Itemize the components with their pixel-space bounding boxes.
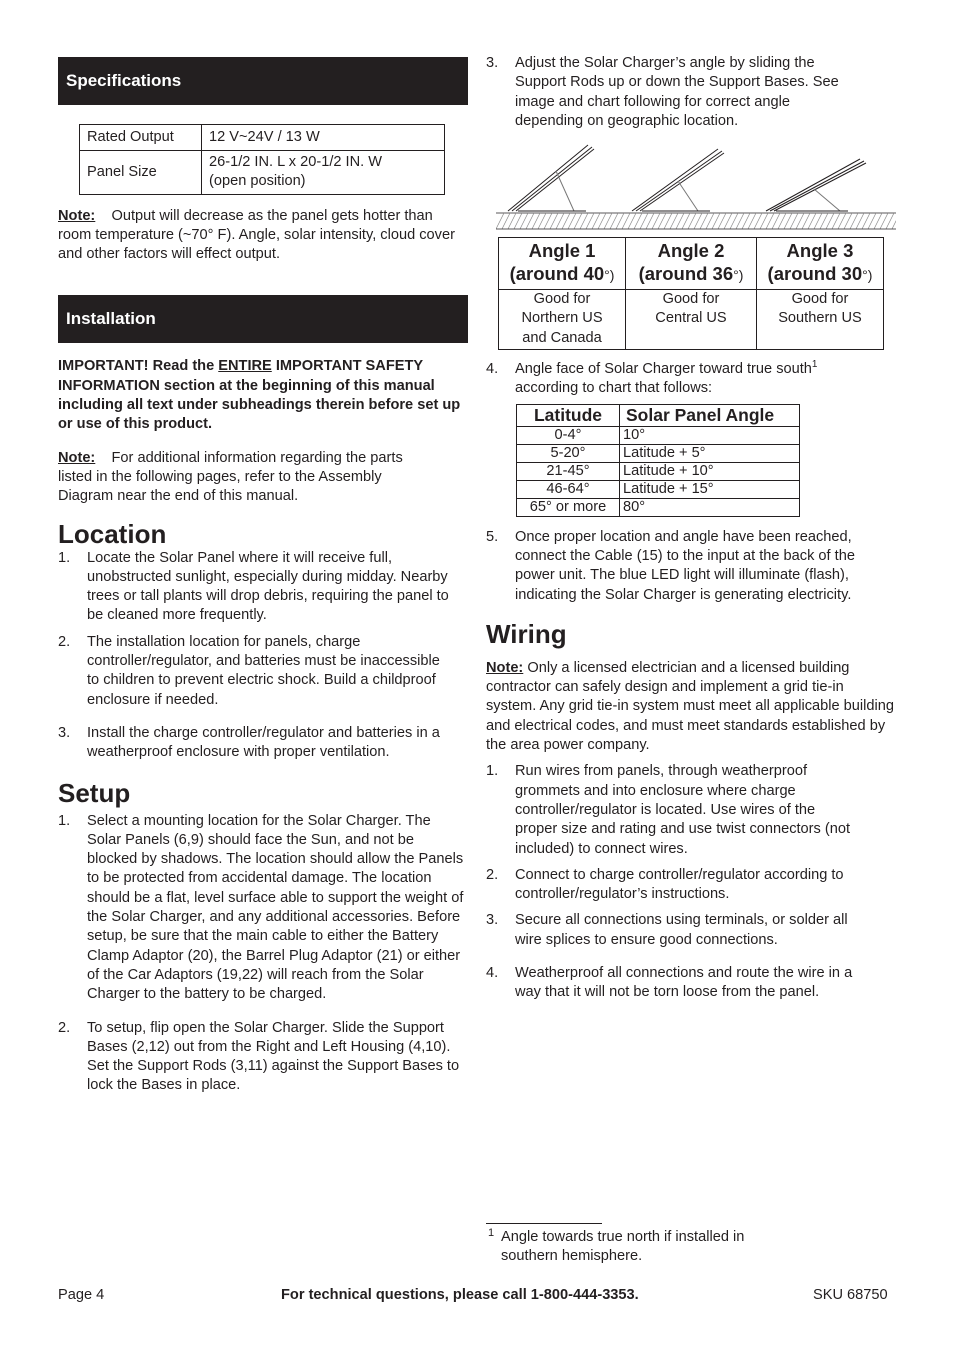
step-4-list <box>486 360 896 399</box>
table-row <box>517 426 800 444</box>
list-text: Secure all connections using terminals, or solder all wire splices to ensure good connections. <box>515 912 848 948</box>
list-number: 3. <box>486 55 499 71</box>
list-text: Run wires from panels, through weatherproof grommets and into enclosure where charge controller/regulator is located. Use wires of the proper size and rating and use twist connectors (not included) to connect wires. <box>515 763 851 857</box>
ground-hatch-line <box>604 213 612 229</box>
table-row <box>517 498 800 516</box>
ground-hatch-line <box>574 213 582 229</box>
table-row <box>80 151 445 195</box>
specifications-title: Specifications <box>66 71 182 90</box>
spec-label: Rated Output <box>80 125 202 151</box>
footnote <box>486 1228 766 1267</box>
footnote-number: 1 <box>488 1227 495 1239</box>
ground-hatch-line <box>496 213 504 229</box>
latitude-cell: 21-45° <box>517 462 620 480</box>
list-text: Adjust the Solar Charger’s angle by sliding the Support Rods up or down the Support Bases. See image and chart following for correct angle depending on geographic location. <box>515 55 839 129</box>
list-item <box>486 964 856 1003</box>
ground-hatch-line <box>508 213 516 229</box>
spec-value <box>202 151 445 195</box>
ground-hatch-lines <box>496 213 896 229</box>
list-number: 3. <box>486 912 499 929</box>
ground-hatch-line <box>532 213 540 229</box>
panel-angle-3 <box>766 159 866 211</box>
list-text: The installation location for panels, charge controller/regulator, and batteries must be inaccessible to children to prevent electric shock. Build a childproof enclosure if needed. <box>87 633 440 708</box>
panel-angle-2 <box>632 149 724 211</box>
list-item <box>58 633 468 710</box>
list-text: To setup, flip open the Solar Charger. Slide the Support Bases (2,12) out from the Right and Left Housing (4,10). Set the Support Rods (3,11) against the Support Bases to lock the Bases in place. <box>87 1019 460 1094</box>
sku-number: SKU 68750 <box>813 1287 888 1303</box>
ground-hatch-line <box>652 213 660 229</box>
footnote-divider <box>486 1223 602 1224</box>
spec-value-line: 12 V~24V / 13 W <box>209 128 320 145</box>
list-item <box>58 724 468 763</box>
panel-angle-illustration <box>496 141 896 237</box>
angle-1-header <box>499 238 626 290</box>
ground-hatch-line <box>670 213 678 229</box>
angle-2-description: Good for Central US <box>626 290 757 350</box>
ground-hatch-line <box>826 213 834 229</box>
ground-hatch-line <box>700 213 708 229</box>
latitude-cell: 65° or more <box>517 498 620 516</box>
list-text: Once proper location and angle have been reached, connect the Cable (15) to the input at the back of the power unit. The blue LED light will illuminate (flash), indicating the Solar Charger is generating electricity. <box>515 528 855 603</box>
ground-hatch-line <box>808 213 816 229</box>
ground-hatch-line <box>676 213 684 229</box>
ground-hatch-line <box>874 213 882 229</box>
angle-around <box>499 262 625 287</box>
table-row <box>517 480 800 498</box>
footnote-text: Angle towards true north if installed in southern hemisphere. <box>501 1229 745 1265</box>
list-text: Weatherproof all connections and route the wire in a way that it will not be torn loose from the panel. <box>515 965 853 1001</box>
ground-hatch-line <box>850 213 858 229</box>
ground-hatch-line <box>550 213 558 229</box>
location-heading: Location <box>58 518 167 549</box>
ground-hatch-line <box>580 213 588 229</box>
ground-hatch-line <box>766 213 774 229</box>
ground-hatch-line <box>682 213 690 229</box>
ground-hatch-line <box>784 213 792 229</box>
ground-hatch-line <box>694 213 702 229</box>
ground-hatch-line <box>664 213 672 229</box>
ground-hatch-line <box>514 213 522 229</box>
angle-2-header <box>626 238 757 290</box>
ground-hatch-line <box>748 213 756 229</box>
ground-hatch-line <box>526 213 534 229</box>
ground-hatch-line <box>712 213 720 229</box>
ground-hatch-line <box>616 213 624 229</box>
list-text: Connect to charge controller/regulator according to controller/regulator’s instructions. <box>515 866 844 903</box>
footnote-reference: 1 <box>811 359 818 371</box>
note-label: Note: <box>58 449 96 466</box>
ground-hatch-line <box>814 213 822 229</box>
angle-cell: Latitude + 10° <box>620 462 800 480</box>
angle-degree-symbol: °) <box>604 267 615 284</box>
page-number: Page 4 <box>58 1287 105 1303</box>
table-row <box>517 444 800 462</box>
note-text: Only a licensed electrician and a licensed building contractor can safely design and implement a grid tie-in system. Any grid tie-in system must meet all applicable building and electrical codes, and must meet standards established by the area power company. <box>486 659 894 754</box>
ground-hatch-line <box>706 213 714 229</box>
angle-1-description: Good for Northern US and Canada <box>499 290 626 350</box>
ground-hatch-line <box>778 213 786 229</box>
list-item <box>58 812 468 1005</box>
note-text: Output will decrease as the panel gets hotter than room temperature (~70° F). Angle, solar intensity, cloud cover and other factors will effect output. <box>58 207 455 263</box>
angle-chart <box>498 237 884 350</box>
latitude-cell: 0-4° <box>517 426 620 444</box>
ground-hatch-line <box>754 213 762 229</box>
latitude-table <box>516 404 800 517</box>
ground-hatch-line <box>796 213 804 229</box>
ground-hatch-line <box>730 213 738 229</box>
angle-cell: Latitude + 5° <box>620 444 800 462</box>
ground-hatch-line <box>544 213 552 229</box>
ground-hatch-line <box>562 213 570 229</box>
specifications-table <box>79 124 445 195</box>
ground-hatch-line <box>760 213 768 229</box>
angle-3-header <box>756 238 883 290</box>
angle-name: Angle 2 <box>657 240 725 262</box>
wiring-list <box>486 762 896 1002</box>
list-number: 1. <box>58 812 71 829</box>
ground-hatch-line <box>838 213 846 229</box>
ground-hatch-line <box>520 213 528 229</box>
angle-cell: 80° <box>620 498 800 516</box>
list-item <box>486 360 826 399</box>
list-text: according to chart that follows: <box>515 380 713 397</box>
note-label: Note: <box>58 207 96 224</box>
ground-hatch-line <box>592 213 600 229</box>
angle-3-description: Good for Southern US <box>756 290 883 350</box>
ground-hatch-line <box>856 213 864 229</box>
spec-value <box>202 125 445 151</box>
table-row <box>499 290 884 350</box>
list-number: 1. <box>58 549 71 566</box>
angle-around-value: (around 30 <box>767 263 863 285</box>
list-item <box>486 911 856 950</box>
important-emphasis: ENTIRE <box>218 358 272 375</box>
ground-hatch-line <box>502 213 510 229</box>
list-item <box>58 1019 468 1096</box>
ground-hatch-line <box>718 213 726 229</box>
list-number: 1. <box>486 763 499 780</box>
specifications-note <box>58 207 468 265</box>
ground-hatch-line <box>844 213 852 229</box>
list-item <box>486 54 856 131</box>
list-number: 4. <box>486 965 499 982</box>
right-column <box>486 54 896 1003</box>
list-number: 2. <box>58 633 71 650</box>
ground-hatch-line <box>862 213 870 229</box>
list-item <box>58 549 468 626</box>
ground-hatch-line <box>622 213 630 229</box>
angle-name: Angle 3 <box>786 240 854 262</box>
note-label: Note: <box>486 659 524 676</box>
ground-hatch-line <box>736 213 744 229</box>
list-number: 2. <box>58 1019 71 1036</box>
table-row <box>517 462 800 480</box>
spec-value-line: (open position) <box>209 173 306 190</box>
list-item <box>486 528 896 605</box>
list-text: Locate the Solar Panel where it will receive full, unobstructed sunlight, especially during midday. Nearby trees or tall plants will drop debris, requiring the panel to be cleaned more frequently. <box>87 549 449 624</box>
ground-hatch-line <box>640 213 648 229</box>
ground-hatch-line <box>880 213 888 229</box>
ground-hatch-line <box>586 213 594 229</box>
spec-label: Panel Size <box>80 151 202 195</box>
spec-value-line: 26-1/2 IN. L x 20-1/2 IN. W <box>209 154 383 170</box>
important-text: IMPORTANT SAFETY INFORMATION section at the beginning of this manual including all text under subheadings therein before set up or use of this product. <box>58 358 461 433</box>
installation-note <box>58 449 468 507</box>
panel-angle-1 <box>508 145 594 211</box>
list-number: 5. <box>486 528 499 545</box>
ground-hatch-line <box>802 213 810 229</box>
angle-cell: 10° <box>620 426 800 444</box>
ground-hatch-line <box>634 213 642 229</box>
list-text: Angle face of Solar Charger toward true south <box>515 361 812 378</box>
ground-hatch-line <box>790 213 798 229</box>
ground-hatch-line <box>688 213 696 229</box>
ground-hatch-line <box>538 213 546 229</box>
setup-list-continued <box>486 54 896 131</box>
left-column <box>58 57 468 1096</box>
specifications-header <box>58 57 468 105</box>
angle-around-value: (around 40 <box>509 263 605 285</box>
ground-hatch-line <box>772 213 780 229</box>
step-5-list <box>486 528 896 605</box>
latitude-cell: 46-64° <box>517 480 620 498</box>
list-number: 4. <box>486 361 499 378</box>
ground-hatch-line <box>742 213 750 229</box>
ground-hatch-line <box>724 213 732 229</box>
ground-hatch-line <box>868 213 876 229</box>
ground-hatch-line <box>658 213 666 229</box>
list-number: 3. <box>58 724 71 741</box>
note-text: For additional information regarding the parts listed in the following pages, refer to the Assembly Diagram near the end of this manual. <box>58 449 403 505</box>
latitude-cell: 5-20° <box>517 444 620 462</box>
technical-questions: For technical questions, please call 1-800-444-3353. <box>281 1287 639 1303</box>
location-list <box>58 549 468 763</box>
list-item <box>486 762 856 858</box>
ground-hatch-line <box>646 213 654 229</box>
table-row <box>499 238 884 290</box>
panel-angle-header: Solar Panel Angle <box>620 404 800 426</box>
ground-hatch-line <box>556 213 564 229</box>
installation-title: Installation <box>66 309 156 329</box>
latitude-header: Latitude <box>517 404 620 426</box>
angle-name: Angle 1 <box>528 240 596 262</box>
setup-heading: Setup <box>58 777 131 808</box>
angle-cell: Latitude + 15° <box>620 480 800 498</box>
list-text: Select a mounting location for the Solar Charger. The Solar Panels (6,9) should face the Sun, and not be blocked by shadows. The location should allow the Panels to be protected from accidental damage. The location should be a flat, level surface able to support the weight of the Solar Charger, and any additional accessories. Before setup, be sure that the main cable to either the Battery Clamp Adaptor (20), the Barrel Plug Adaptor (21) or either of the Car Adaptors (19,22) will reach from the Solar Charger to the battery to be charged. <box>87 812 464 1003</box>
important-notice <box>58 357 468 434</box>
setup-list <box>58 812 468 1096</box>
angle-degree-symbol: °) <box>862 267 873 284</box>
angle-around-value: (around 36 <box>638 263 734 285</box>
ground-hatch-line <box>832 213 840 229</box>
wiring-heading: Wiring <box>486 618 567 649</box>
list-item <box>486 866 856 905</box>
angle-around <box>626 262 756 287</box>
important-text: IMPORTANT! Read the <box>58 358 219 375</box>
ground-hatch-line <box>598 213 606 229</box>
ground-hatch-line <box>568 213 576 229</box>
installation-header <box>58 295 468 343</box>
ground-hatch-line <box>820 213 828 229</box>
ground-hatch-line <box>628 213 636 229</box>
table-row <box>80 125 445 151</box>
wiring-note <box>486 659 896 755</box>
ground-hatch-line <box>610 213 618 229</box>
angle-around <box>757 262 883 287</box>
ground-hatch-line <box>886 213 894 229</box>
angle-degree-symbol: °) <box>733 267 744 284</box>
table-header-row <box>517 404 800 426</box>
list-number: 2. <box>486 866 499 883</box>
list-text: Install the charge controller/regulator and batteries in a weatherproof enclosure with proper ventilation. <box>87 724 440 761</box>
